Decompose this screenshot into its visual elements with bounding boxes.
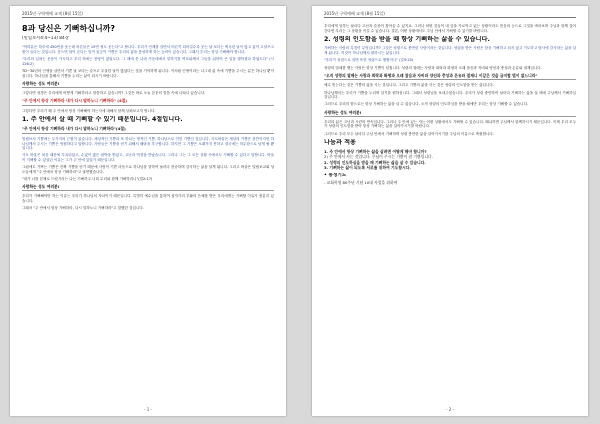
paragraph: 그러므로 우리의 힘으로는 항상 기뻐하는 삶을 살 수 없습니다. 오직 성령의 인도하심을 받을 때에만 우리는 항상 기뻐할 수 있습니다. <box>324 102 529 107</box>
prayer-heading: • 통성기도 <box>324 173 347 179</box>
paragraph: "내가 너를 본체로 드렸기라는 나는 기뻐하고 너희 무리와 함께 기뻐하리니"(빌2:17) <box>22 177 153 182</box>
address-heading: 사랑하는 성도 여러분! <box>324 110 576 117</box>
paragraph: 그렇다면 성경은 우리에게 어떻게 기뻐하라고 말씀하고 있습니까? 그것은 바로 오늘 본문의 말씀 속에 나타나 있습니다. <box>22 90 206 95</box>
section-verse: "우리가 성령으로 살면 또한 성령으로 행할지니" (갈5:25) <box>324 58 414 63</box>
paragraph: 빌립보서 기쁨에는 두가지의 근원이 있습니다. 세상적인 기쁨과 또 하나는 영적인 기쁨, 하나님으로 인한 기쁨인 것입니다. 사도바울은 세상의 기쁨은 잠깐이지만 하나님께서 주시는 기쁨은 영원하다고 말합니다. 사람들은 기쁨을 얻기 위해서 쾌락을 추구합니다. 하지만 그 기쁨은 오래가지 못하고 결국에는 허무함으로 남게 될 뿐입니다. <box>22 136 274 151</box>
intro-verse: "우리의 입에는 웃음이 가득하고 우리 혀에는 찬양이 찼었도다. 그 때에 뭇 나라 가운데에서 말하기를 여호와께서 그들을 위하여 큰 일을 행하셨다 하였도다" (시126:2) <box>22 56 274 66</box>
paragraph: 그러므로 우리 모두 날마다 주님 안에서 기뻐하며 성령 충만한 삶을 살아가시기를 주님의 이름으로 축원합니다. <box>324 131 494 136</box>
section-heading-2: 2. 성령의 인도함을 받을 때 항상 기뻐하는 삶을 수 있습니다. <box>324 36 490 44</box>
document-page-1 <box>10 6 286 416</box>
page-number: - 1 - <box>144 407 152 412</box>
section-verse: "주 안에서 항상 기뻐하라 내가 다시 말하노니 기뻐하라"(4절) <box>22 126 274 134</box>
scripture-reference: (빌립보서4:4~13) 84장 <box>22 36 69 41</box>
paragraph: 우리에게 임하는 날마다 고난과 슬픔이 찾아올 수 있지요. 그러나 어떤 것들이 내 앞을 가로막고 있는 상황이라도 믿음의 눈으로 그것을 바라보며 주님과 함께 걸어간다면 우리는 그 상황을 이길 수 있습니다. 결론, 어떤 상황에서도 주님 안에서 기뻐할 수 있기를 바랍니다. <box>324 24 576 33</box>
page-header: 2015년 구역예배 교재 (8월 15일) <box>324 11 576 18</box>
paragraph: 사도 바울은 복음 때문에 투옥되었고, 수없이 많은 핍박을 받았고, 고난과 역경을 만났습니다. 그러나 그는 그 모든 상황 속에서도 기뻐할 수 있다고 말합니다. 바울이 기뻐할 수 있었던 이유는 그가 주 안에 있었기 때문입니다. <box>22 153 274 163</box>
page-header: 2015년 구역예배 교재 (8월 15일) <box>22 11 274 18</box>
paragraph: 그럼에도 기쁘는 기쁨은 진짜 기쁨을 얻기 때문에 사람이 기쁜 마음으로 하나님을 향하여 날마다 찬송하며 감사하는 삶을 살게 됩니다. 그리고 바울은 빌립보교회 성도들에게 "주 안에서 항상 기뻐하라"고 권면했습니다. <box>22 165 274 175</box>
key-verse: "오직 성령의 열매는 사랑과 희락과 화평과 오래 참음과 자비와 양선과 충성과 온유와 절제니 이같은 것을 금지할 법이 없느니라" <box>324 73 576 81</box>
paragraph: 우리의 삶은 고난과 시련의 연속입니다. 그러나 주 안에 있는 자는 어떤 상황에서도 기뻐할 수 있습니다. 왜냐하면 주님께서 함께하시기 때문입니다. 이제 우리 모두가 성령의 인도함을 받아 항상 기뻐하는 삶을 살아가시기를 바랍니다. <box>324 119 576 129</box>
paragraph: 예수 믿는다는 것은 기쁨의 삶을 사는 것입니다. 그리고 기쁨의 삶을 사는 것은 성령의 인도함을 받는 삶입니다. <box>324 83 494 88</box>
paragraph: 하나님께서는 우리가 기쁨을 누리며 살기를 원하십니다. 그래서 성령님을 보내주셨습니다. 우리가 성령 충만하여 날마다 기뻐하는 삶을 살 때에 주님께서 기뻐하실 것입니다. <box>324 90 576 100</box>
question-1: 1. 주 안에서 항상 기뻐하는 삶을 살려면 어떻게 해야 합니까? <box>324 149 427 155</box>
lesson-title: 8과 당신은 기뻐하십니까? <box>22 24 116 33</box>
address-heading: 사랑하는 성도 여러분! <box>22 184 274 191</box>
address-heading: 사랑하는 성도 여러분! <box>22 81 274 88</box>
paragraph: 그래서 "주 안에서 항상 기뻐하라, 다시 말하노니 기뻐하라"고 말했던 것입니다. <box>22 206 144 211</box>
sharing-heading: 나눔과 적용 <box>324 139 357 147</box>
prayer-item: - 교회학생 80주년 기념 10대 사업을 위하여 <box>324 180 398 186</box>
question-3: 3. 기뻐하는 삶이 되도록 서로를 위하여 기도합시다. <box>324 164 411 170</box>
paragraph: 그렇다면 우리가 왜 주 안에서 항상 기뻐해야 하는지에 대해서 함께 살펴보고자 합니다. <box>22 108 156 113</box>
paragraph: 우리가 기뻐해야만 하는 이유는 우리가 하나님의 자녀이기 때문입니다. 특별히 예수님을 통하여 십자가의 부활의 은혜를 받은 우리에게는 기뻐할 이유가 충분히 있습니다. <box>22 194 274 204</box>
section-heading-1: 1. 주 안에서 살 때 기뻐할 수 있기 때문입니다. 4절입니다. <box>22 116 183 124</box>
intro-paragraph: "여러분은 하루에 450번을 웃는데 어른들은 15번 정도 웃는다"고 합니다. 우리가 언제를 살면서 어른이 되어갈수록 웃는 날 보다는 찌푸린 날이 많고 삶이 고달프고 힘이 들다는 것입니다. 웃으면 복이 온다는 말이 있듯이 기쁨은 우리의 삶을 풍성하게 하는 능력이 있습니다. 그래서 우리는 항상 기뻐해야 합니다. <box>22 45 274 54</box>
answer-1: 2) 주 안에서 사는 것입니다. 주님이 주시는 기쁨이 참 기쁨입니다. <box>324 154 433 160</box>
document-page-2 <box>312 6 588 416</box>
paragraph: TD~30년의 인생을 살면서 기쁜 날 보다는 슬프고 우울한 날이 많았다는 것을 기억하게 됩니다. 이처럼 인생이라는 나그네 삶 속에 기쁨을 주시는 분은 하나님 뿐이십니다. 하나님을 통해서 기쁨을 누리는 삶이 되시기 바랍니다. <box>22 68 274 78</box>
key-verse: "주 안에서 항상 기뻐하라 내가 다시 말하노니 기뻐하라" (4절) <box>22 98 274 106</box>
page-number: - 2 - <box>446 407 454 412</box>
paragraph: 기뻐하는 사람의 특징이 무엇입니까? 그것은 성령으로 충만한 사람이라는 것입니다. 성령을 받은 사람은 항상 기뻐하고 쉬지 않고 기도하고 범사에 감사하는 삶을 살게 됩니다. 이것이 하나님께서 원하시는 삶입니다. <box>324 46 576 56</box>
paragraph: 성령의 열매를 맺는 사람은 항상 기쁨이 넘칩니다. 성령의 열매는 사랑과 희락과 화평과 오래 참음과 자비와 양선과 충성과 온유와 절제입니다. <box>324 65 542 70</box>
question-2: 2. 성령의 인도하심을 받을 때 기뻐하는 삶을 살 수 있습니다. <box>324 159 426 165</box>
